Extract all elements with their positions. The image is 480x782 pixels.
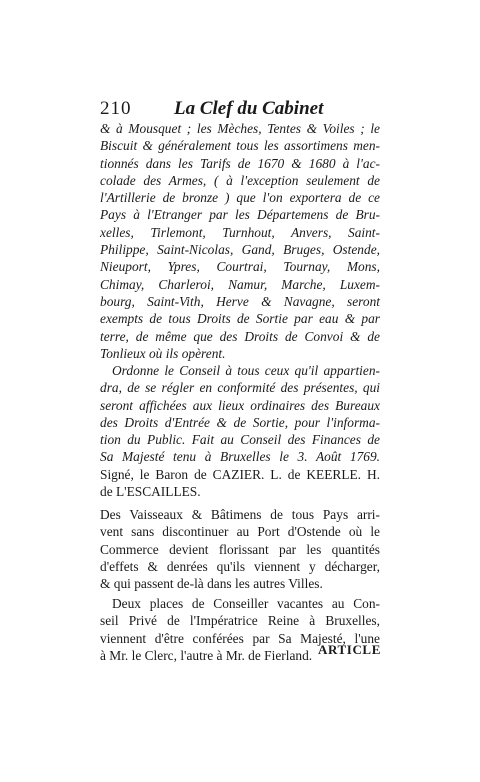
text-line: des Droits d'Entrée & de Sortie, pour l'informa- xyxy=(100,414,380,430)
text-line: viennent d'être conférées par Sa Majesté, l'une xyxy=(100,630,380,646)
text-line: seront affichées aux lieux ordinaires des Bureaux xyxy=(100,397,380,413)
text-line: Sa Majesté tenu à Bruxelles le 3. Août 1769. xyxy=(100,449,380,465)
text-line: Commerce devient florissant par les quantités xyxy=(100,541,380,557)
text-line: Chimay, Charleroi, Namur, Marche, Luxem- xyxy=(100,276,380,292)
text-line: Des Vaisseaux & Bâtimens de tous Pays arri- xyxy=(100,507,380,522)
text-line: Biscuit & généralement tous les assortimens men- xyxy=(100,138,380,154)
text-line: d'effets & denrées qu'ils viennent y décharger, xyxy=(100,558,380,574)
text-line: & à Mousquet ; les Mèches, Tentes & Voiles ; le xyxy=(100,121,380,136)
signature-line: de L'ESCAILLES. xyxy=(100,484,201,500)
text-line: tionnés dans les Tarifs de 1670 & 1680 à l'ac- xyxy=(100,155,380,171)
page-header xyxy=(100,98,400,122)
text-line: terre, de même que des Droits de Convoi & de xyxy=(100,328,380,344)
text-line: tion du Public. Fait au Conseil des Finances de xyxy=(100,432,380,448)
text-line: Tonlieux où ils opèrent. xyxy=(100,345,226,361)
text-line: & qui passent de-là dans les autres Villes. xyxy=(100,576,323,592)
text-line: vent sans discontinuer au Port d'Ostende où le xyxy=(100,524,380,540)
running-title: La Clef du Cabinet xyxy=(174,98,324,119)
paragraph-council-order xyxy=(100,362,380,466)
text-line: l'Artillerie de bronze ) que l'on exportera de ce xyxy=(100,190,380,206)
text-line: exempts de tous Droits de Sortie par eau & par xyxy=(100,311,380,327)
text-line: xelles, Tirlemont, Turnhout, Anvers, Saint- xyxy=(100,224,380,240)
text-line: Pays à l'Etranger par les Départemens de Bru- xyxy=(100,207,380,223)
text-line: seil Privé de l'Impératrice Reine à Bruxelles, xyxy=(100,613,380,629)
text-line: Nieuport, Ypres, Courtrai, Tournay, Mons, xyxy=(100,259,380,275)
paragraph-exemption-decree xyxy=(100,120,380,362)
text-line: dra, de se régler en conformité des présentes, qui xyxy=(100,380,380,396)
page-number: 210 xyxy=(100,98,132,119)
text-line: Deux places de Conseiller vacantes au Con- xyxy=(112,596,380,611)
signature-line: Signé, le Baron de CAZIER. L. de KEERLE. H. xyxy=(100,467,380,482)
text-line: Philippe, Saint-Nicolas, Gand, Bruges, Ostende, xyxy=(100,242,380,258)
text-line: colade des Armes, ( à l'exception seulement de xyxy=(100,172,380,188)
text-line: bourg, Saint-Vith, Herve & Navagne, seront xyxy=(100,293,380,309)
signature-block xyxy=(100,466,380,501)
text-line: Ordonne le Conseil à tous ceux qu'il appartien- xyxy=(112,363,380,378)
paragraph-ostend-port xyxy=(100,506,380,592)
catchword: ARTICLE xyxy=(318,642,381,657)
text-line: à Mr. le Clerc, l'autre à Mr. de Fierland. xyxy=(100,647,313,663)
